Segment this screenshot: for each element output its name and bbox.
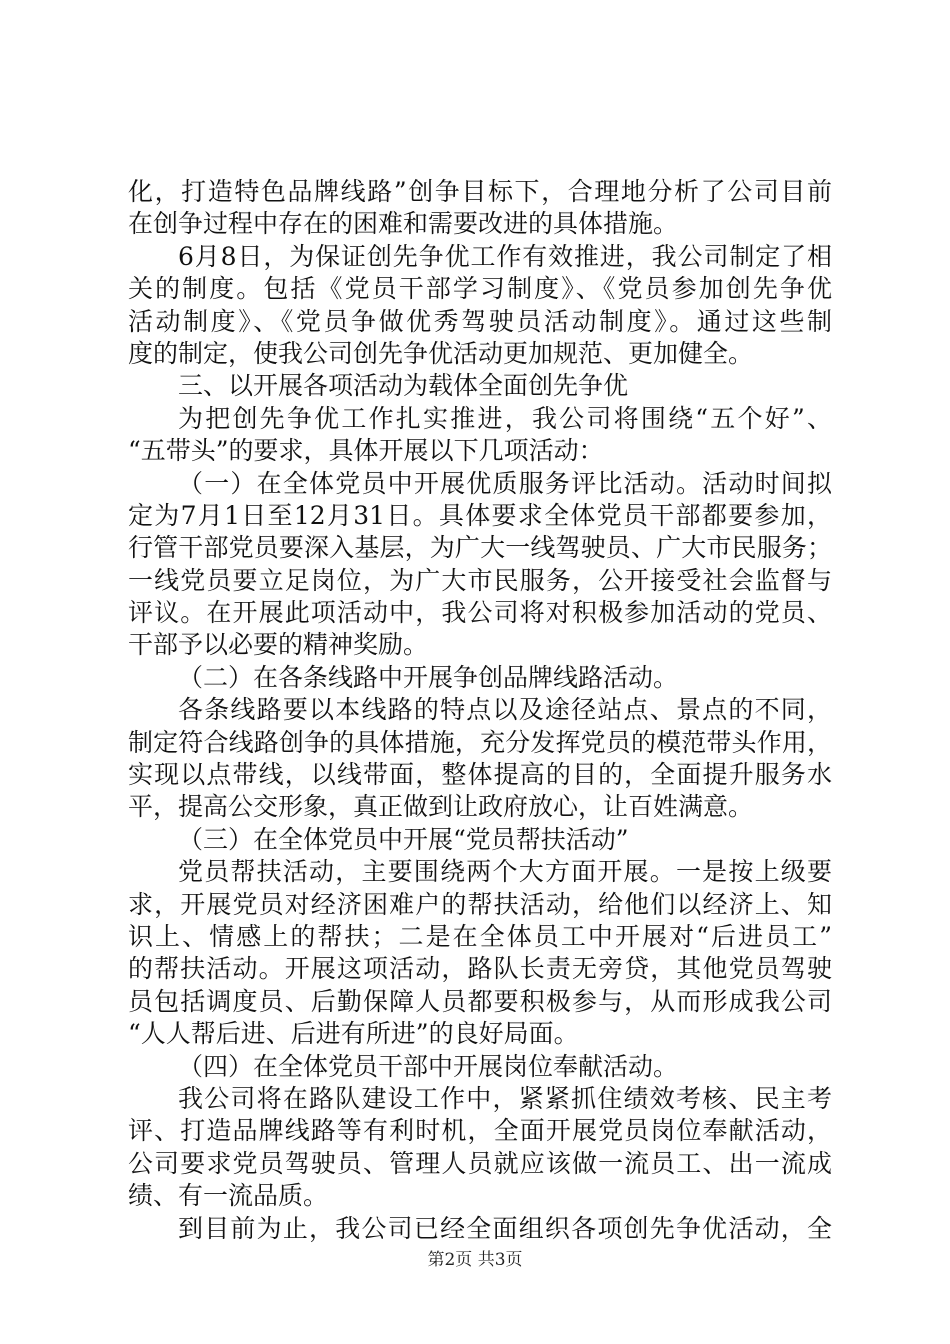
text-line: 一线党员要立足岗位，为广大市民服务，公开接受社会监督与: [128, 565, 832, 595]
text-line: 活动制度》、《党员争做优秀驾驶员活动制度》。通过这些制: [128, 306, 832, 336]
text-line: 化，打造特色品牌线路”创争目标下，合理地分析了公司目前: [128, 177, 832, 206]
text-line: （四）在全体党员干部中开展岗位奉献活动。: [178, 1051, 679, 1081]
text-line: 求，开展党员对经济困难户的帮扶活动，给他们以经济上、知: [128, 889, 832, 919]
text-line: 为把创先争优工作扎实推进，我公司将围绕“五个好”、: [178, 403, 832, 433]
text-line: 6月8日，为保证创先争优工作有效推进，我公司制定了相: [178, 241, 832, 271]
text-line: 员包括调度员、后勤保障人员都要积极参与，从而形成我公司: [128, 986, 832, 1016]
text-line: 的帮扶活动。开展这项活动，路队长责无旁贷，其他党员驾驶: [128, 954, 832, 984]
text-line: 实现以点带线，以线带面，整体提高的目的，全面提升服务水: [128, 760, 832, 790]
text-line: “五带头”的要求，具体开展以下几项活动：: [128, 436, 604, 466]
text-line: （三）在全体党员中开展“党员帮扶活动”: [178, 824, 629, 854]
text-line: （一）在全体党员中开展优质服务评比活动。活动时间拟: [178, 468, 832, 498]
document-body: [128, 176, 832, 1245]
text-line: 公司要求党员驾驶员、管理人员就应该做一流员工、出一流成: [128, 1148, 832, 1178]
page-footer: 第2页 共3页: [427, 1250, 523, 1270]
text-line: 识上、情感上的帮扶；二是在全体员工中开展对“后进员工”: [128, 921, 832, 951]
text-line: 各条线路要以本线路的特点以及途径站点、景点的不同，: [178, 695, 832, 725]
text-line: 定为7月1日至12月31日。具体要求全体党员干部都要参加，: [128, 500, 832, 530]
text-line: （二）在各条线路中开展争创品牌线路活动。: [178, 662, 679, 692]
text-line: 在创争过程中存在的困难和需要改进的具体措施。: [128, 209, 679, 239]
text-line: 行管干部党员要深入基层，为广大一线驾驶员、广大市民服务；: [128, 533, 832, 563]
text-line: 评、打造品牌线路等有利时机，全面开展党员岗位奉献活动，: [128, 1116, 832, 1146]
text-line: 关的制度。包括《党员干部学习制度》、《党员参加创先争优: [128, 274, 832, 304]
text-line: 制定符合线路创争的具体措施，充分发挥党员的模范带头作用，: [128, 727, 832, 757]
text-line: 平，提高公交形象，真正做到让政府放心，让百姓满意。: [128, 792, 754, 822]
text-line: 党员帮扶活动，主要围绕两个大方面开展。一是按上级要: [178, 857, 832, 887]
text-line: 我公司将在路队建设工作中，紧紧抓住绩效考核、民主考: [178, 1083, 832, 1113]
text-line: 到目前为止，我公司已经全面组织各项创先争优活动，全: [178, 1213, 832, 1243]
text-line: 三、以开展各项活动为载体全面创先争优: [178, 371, 629, 401]
text-line: 度的制定，使我公司创先争优活动更加规范、更加健全。: [128, 338, 754, 368]
text-line: 干部予以必要的精神奖励。: [128, 630, 429, 660]
text-line: 绩、有一流品质。: [128, 1181, 329, 1211]
text-line: 评议。在开展此项活动中，我公司将对积极参加活动的党员、: [128, 598, 832, 628]
text-line: “人人帮后进、后进有所进”的良好局面。: [128, 1019, 579, 1049]
